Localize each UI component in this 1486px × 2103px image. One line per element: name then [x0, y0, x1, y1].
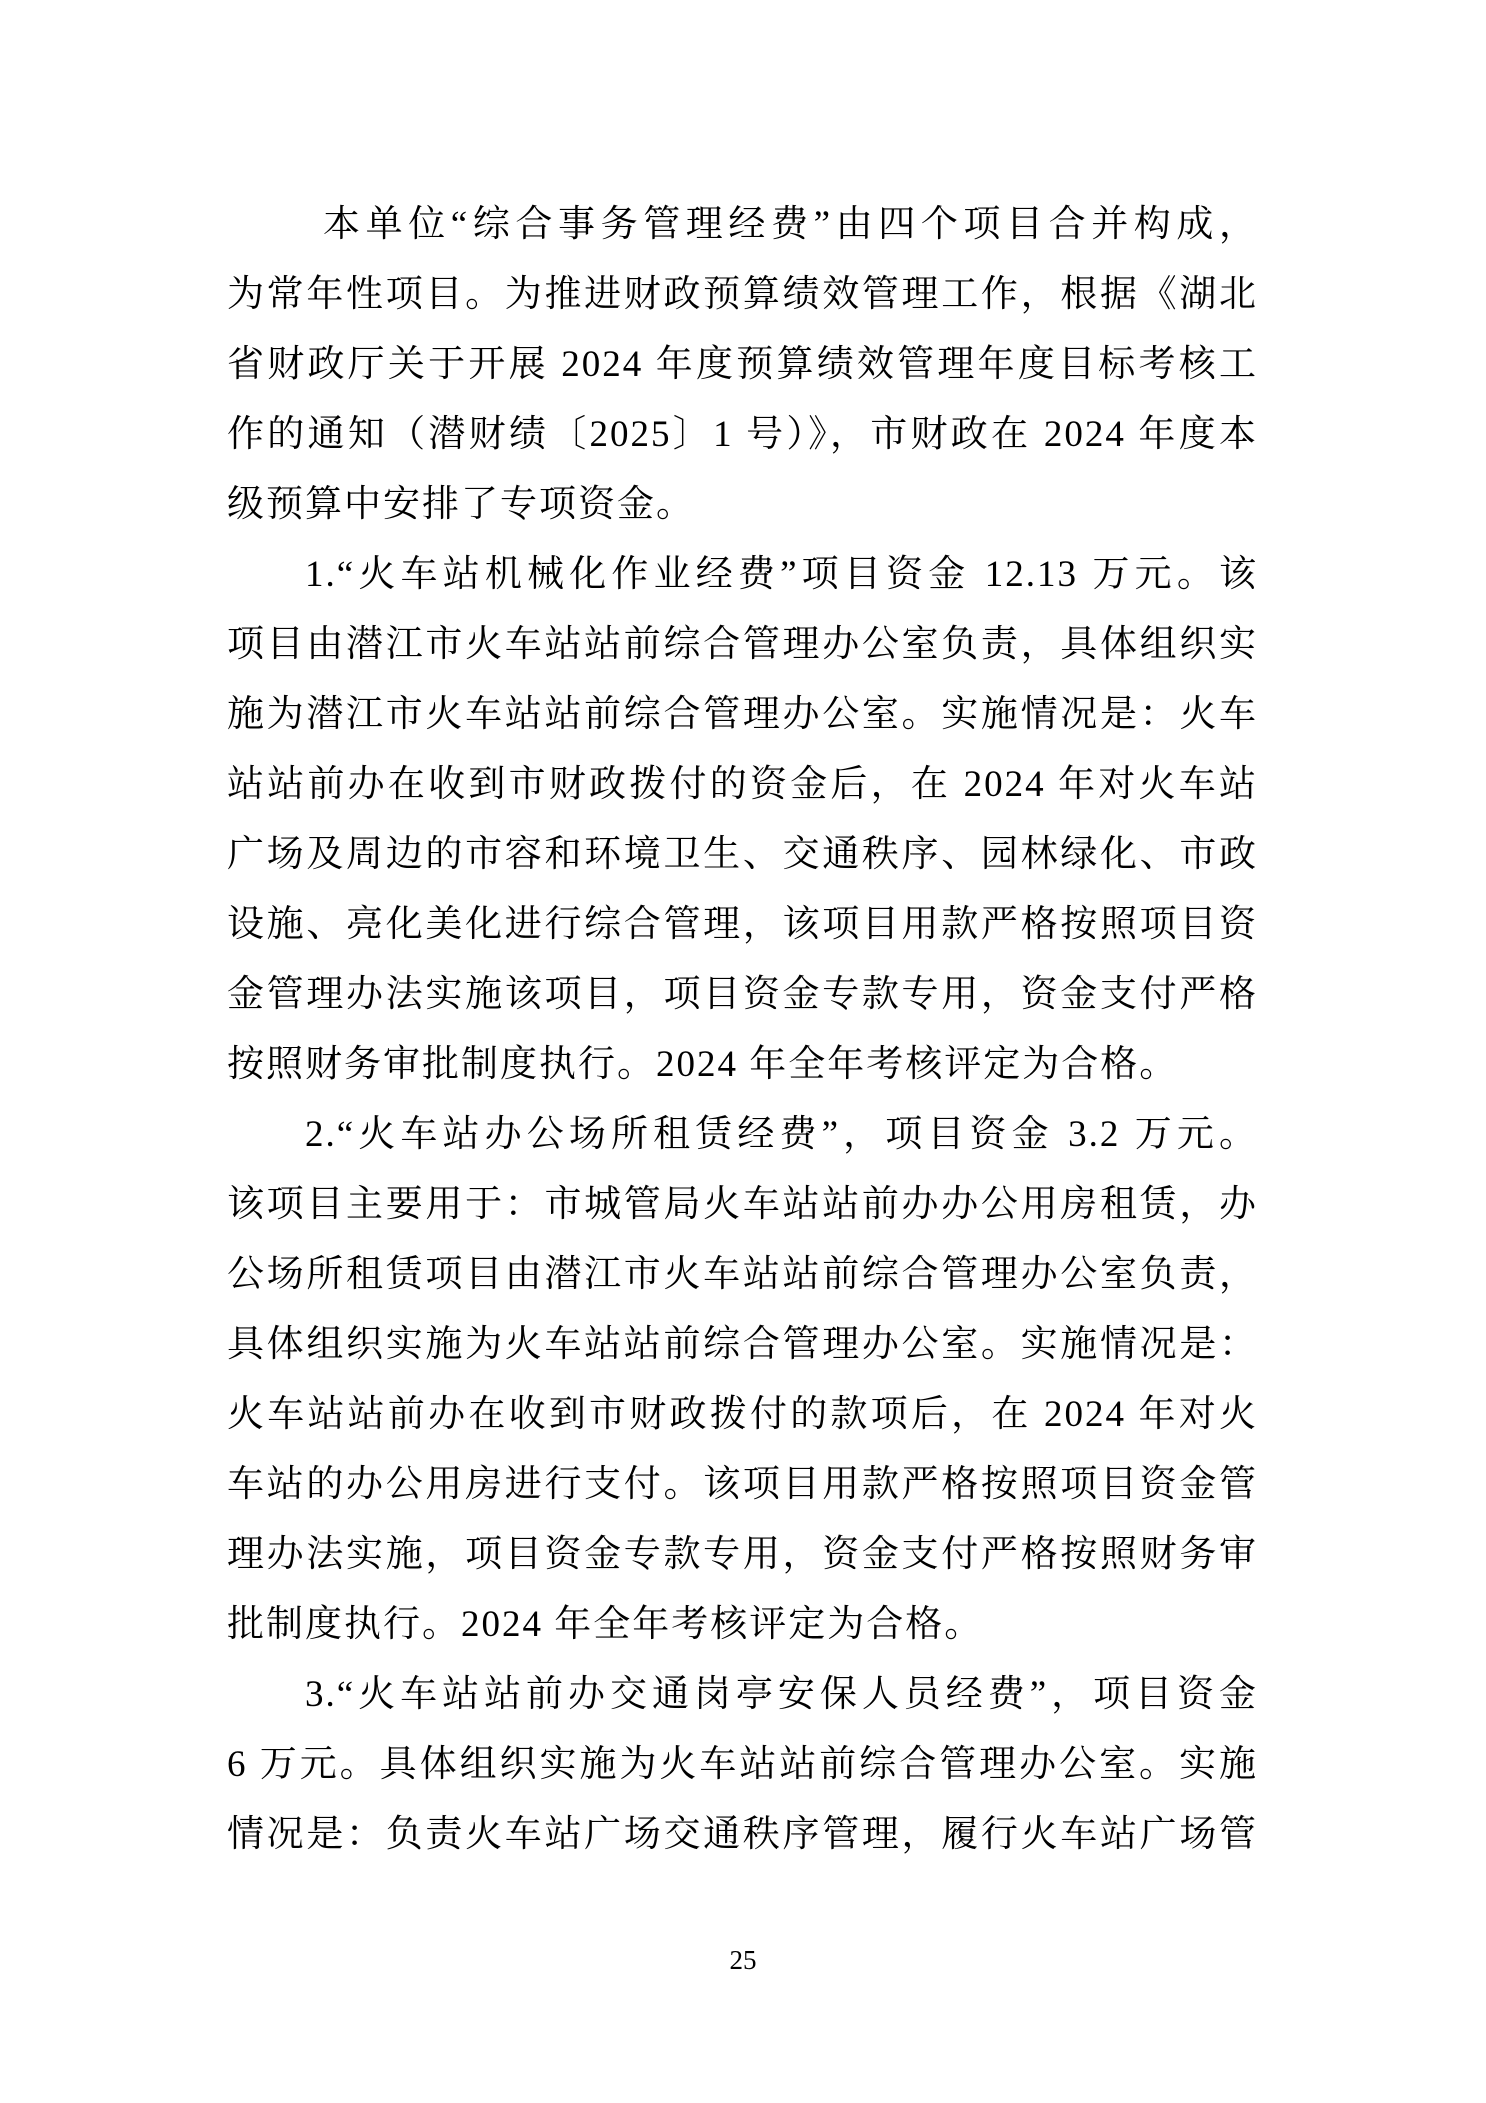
text-line: 项目由潜江市火车站站前综合管理办公室负责，具体组织实 [227, 624, 1258, 665]
text-line: 本单位“综合事务管理经费”由四个项目合并构成， [323, 204, 1258, 245]
text-line: 站站前办在收到市财政拨付的资金后，在 2024 年对火车站 [227, 764, 1258, 805]
text-line: 公场所租赁项目由潜江市火车站站前综合管理办公室负责， [227, 1254, 1258, 1295]
text-line: 为常年性项目。为推进财政预算绩效管理工作，根据《湖北 [227, 274, 1258, 315]
text-line: 施为潜江市火车站站前综合管理办公室。实施情况是：火车 [227, 694, 1258, 735]
text-line: 情况是：负责火车站广场交通秩序管理，履行火车站广场管 [227, 1814, 1258, 1855]
text-line: 1.“火车站机械化作业经费”项目资金 12.13 万元。该 [305, 554, 1258, 595]
text-line: 设施、亮化美化进行综合管理，该项目用款严格按照项目资 [227, 904, 1258, 945]
text-line: 金管理办法实施该项目，项目资金专款专用，资金支付严格 [227, 974, 1258, 1015]
text-line: 广场及周边的市容和环境卫生、交通秩序、园林绿化、市政 [227, 834, 1258, 875]
text-line: 省财政厅关于开展 2024 年度预算绩效管理年度目标考核工 [227, 344, 1258, 385]
text-line: 具体组织实施为火车站站前综合管理办公室。实施情况是： [227, 1324, 1258, 1365]
text-line: 火车站站前办在收到市财政拨付的款项后，在 2024 年对火 [227, 1394, 1258, 1435]
text-line: 3.“火车站站前办交通岗亭安保人员经费”，项目资金 [305, 1674, 1258, 1715]
text-line: 6 万元。具体组织实施为火车站站前综合管理办公室。实施 [227, 1744, 1258, 1785]
text-line: 级预算中安排了专项资金。 [227, 484, 695, 525]
text-line: 车站的办公用房进行支付。该项目用款严格按照项目资金管 [227, 1464, 1258, 1505]
text-line: 按照财务审批制度执行。2024 年全年考核评定为合格。 [227, 1044, 1179, 1085]
text-line: 该项目主要用于：市城管局火车站站前办办公用房租赁，办 [227, 1184, 1258, 1225]
document-text [227, 190, 1258, 1870]
text-line: 批制度执行。2024 年全年考核评定为合格。 [227, 1604, 984, 1645]
text-line: 2.“火车站办公场所租赁经费”，项目资金 3.2 万元。 [305, 1114, 1258, 1155]
page-number: 25 [729, 1945, 757, 1975]
text-line: 作的通知（潜财绩〔2025〕1 号）》，市财政在 2024 年度本 [227, 414, 1258, 455]
text-line: 理办法实施，项目资金专款专用，资金支付严格按照财务审 [227, 1534, 1258, 1575]
